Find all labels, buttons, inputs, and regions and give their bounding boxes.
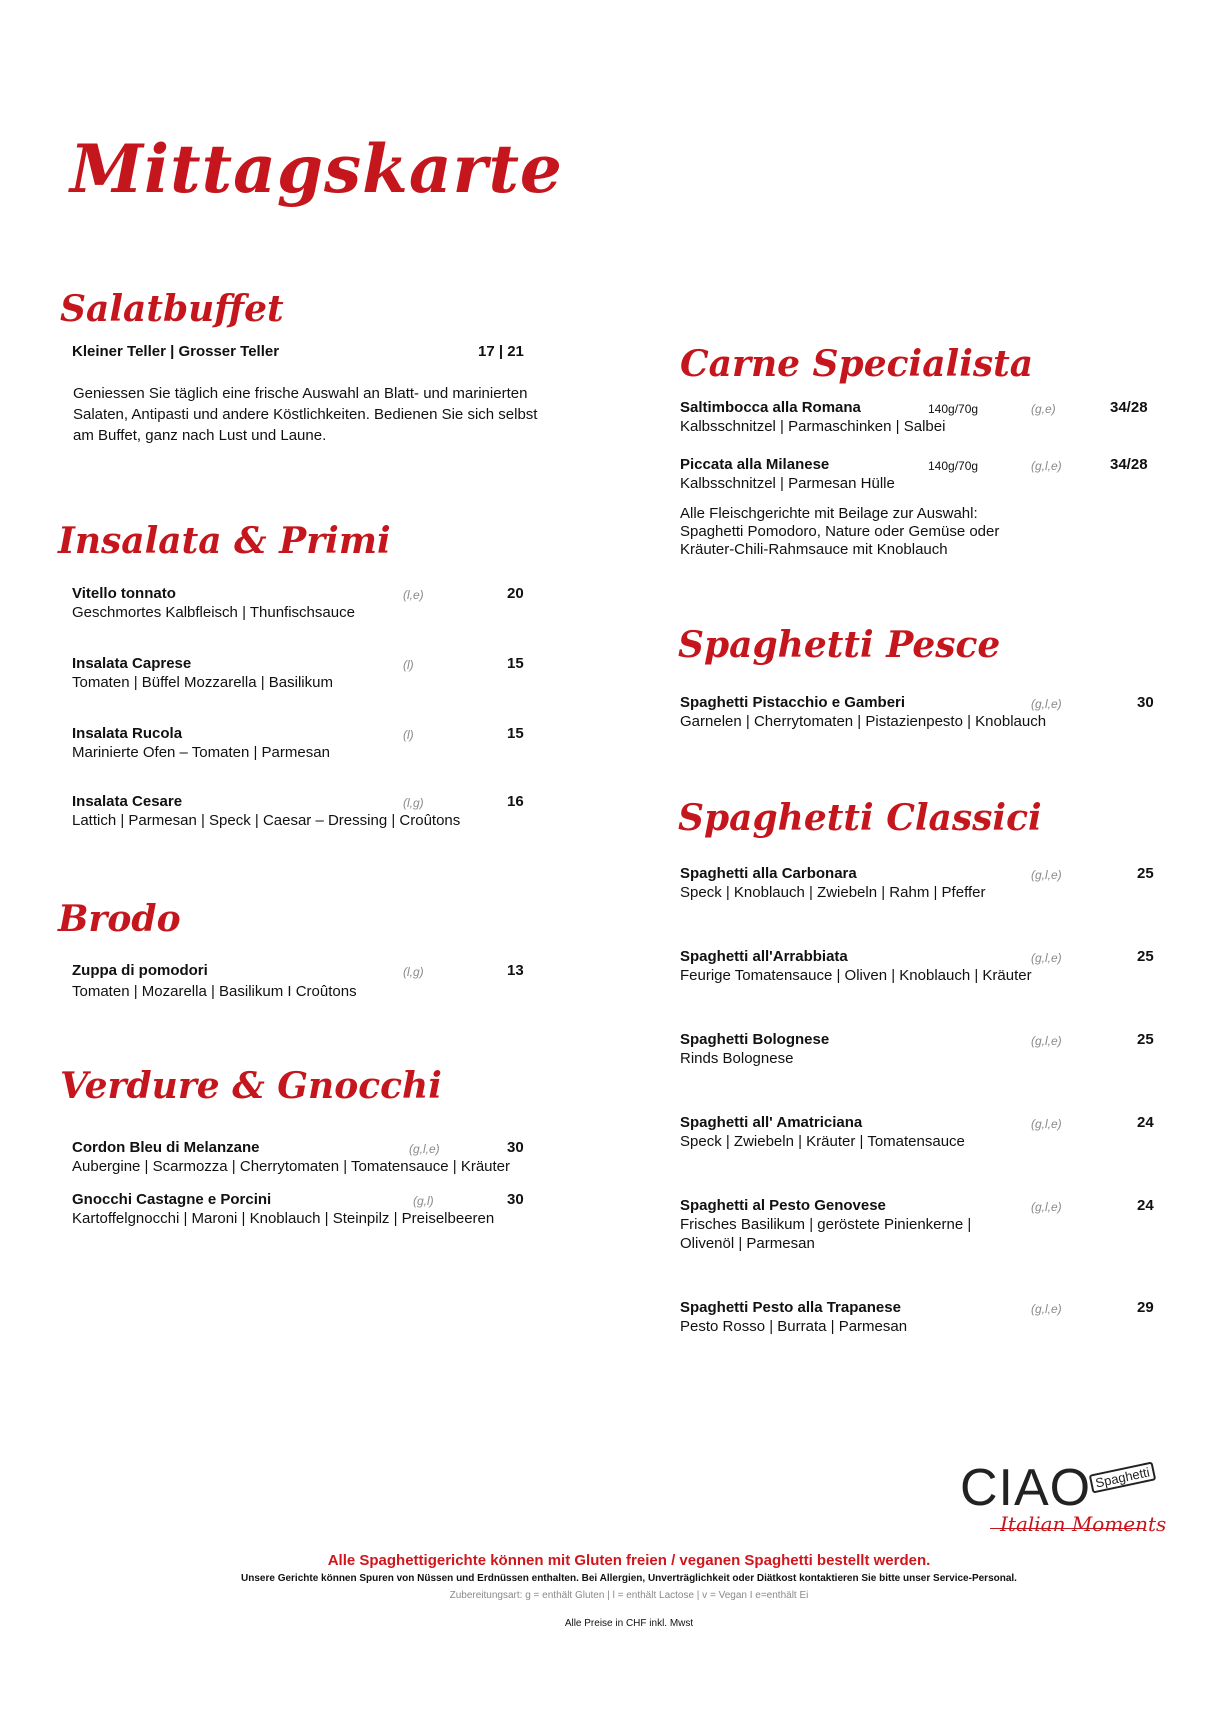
footer-legend: Zubereitungsart: g = enthält Gluten | l = enthält Lactose | v = Vegan I e=enthält Ei xyxy=(449,1590,809,1601)
item-description: Speck | Zwiebeln | Kräuter | Tomatensauce xyxy=(680,1133,965,1150)
item-allergen-code: (l,g) xyxy=(403,965,424,979)
item-name: Spaghetti all'Arrabbiata xyxy=(680,948,848,965)
item-description: Kalbsschnitzel | Parmesan Hülle xyxy=(680,475,895,492)
page-title: Mittagskarte xyxy=(70,130,563,208)
item-name: Insalata Rucola xyxy=(72,725,183,742)
item-allergen-code: (g,l,e) xyxy=(1031,1117,1062,1131)
item-description: Kartoffelgnocchi | Maroni | Knoblauch | Steinpilz | Preiselbeeren xyxy=(72,1210,495,1227)
item-name: Vitello tonnato xyxy=(72,585,176,602)
item-allergen-code: (g,l,e) xyxy=(1031,697,1062,711)
logo-wordmark: CIAO xyxy=(960,1459,1092,1517)
item-name: Saltimbocca alla Romana xyxy=(680,399,861,416)
note-line: Alle Fleischgerichte mit Beilage zur Auswahl: xyxy=(680,505,978,522)
item-allergen-code: (l) xyxy=(403,728,414,742)
item-allergen-code: (g,l,e) xyxy=(409,1142,440,1156)
footer-allergy-note: Unsere Gerichte können Spuren von Nüssen und Erdnüssen enthalten. Bei Allergien, Unverträglichkeit oder Diätkost kontaktieren Sie bitte unser Service-Personal. xyxy=(241,1573,1017,1584)
logo-stamp: Spaghetti xyxy=(1089,1461,1156,1493)
carne-side-note xyxy=(680,505,999,559)
item-description: Aubergine | Scarmozza | Cherrytomaten | Tomatensauce | Kräuter xyxy=(72,1158,511,1175)
item-name: Piccata alla Milanese xyxy=(680,456,830,473)
item-price: 24 xyxy=(1137,1114,1154,1131)
item-price: 29 xyxy=(1137,1299,1154,1316)
item-name: Spaghetti Pistacchio e Gamberi xyxy=(680,694,906,711)
logo-tagline: Italian Moments xyxy=(1000,1512,1167,1536)
item-price: 15 xyxy=(507,655,524,672)
item-price: 30 xyxy=(507,1139,524,1156)
salatbuffet-prices: 17 | 21 xyxy=(478,343,524,360)
item-name: Insalata Cesare xyxy=(72,793,183,810)
salatbuffet-text-line: Geniessen Sie täglich eine frische Auswahl an Blatt- und marinierten xyxy=(73,385,528,402)
footer-gluten-note: Alle Spaghettigerichte können mit Gluten freien / veganen Spaghetti bestellt werden. xyxy=(327,1552,931,1569)
item-name: Insalata Caprese xyxy=(72,655,192,672)
item-description-continued: Olivenöl | Parmesan xyxy=(680,1235,815,1252)
item-price: 15 xyxy=(507,725,524,742)
item-description: Tomaten | Mozarella | Basilikum I Croûtons xyxy=(72,983,357,1000)
item-allergen-code: (l,g) xyxy=(403,796,424,810)
item-description: Rinds Bolognese xyxy=(680,1050,794,1067)
note-line: Kräuter-Chili-Rahmsauce mit Knoblauch xyxy=(680,541,948,558)
item-allergen-code: (g,e) xyxy=(1031,402,1056,416)
item-price: 20 xyxy=(507,585,524,602)
item-description: Frisches Basilikum | geröstete Pinienkerne | xyxy=(680,1216,972,1233)
item-price: 13 xyxy=(507,962,524,979)
item-description: Kalbsschnitzel | Parmaschinken | Salbei xyxy=(680,418,946,435)
item-price: 34/28 xyxy=(1110,399,1148,416)
item-description: Feurige Tomatensauce | Oliven | Knoblauch | Kräuter xyxy=(680,967,1032,984)
salatbuffet-text-line: am Buffet, ganz nach Lust und Laune. xyxy=(73,427,327,444)
section-heading-carne-specialista: Carne Specialista xyxy=(680,343,1034,385)
footer-price-note: Alle Preise in CHF inkl. Mwst xyxy=(564,1618,694,1629)
item-allergen-code: (g,l,e) xyxy=(1031,1302,1062,1316)
item-description: Speck | Knoblauch | Zwiebeln | Rahm | Pfeffer xyxy=(680,884,986,901)
item-name: Gnocchi Castagne e Porcini xyxy=(72,1191,272,1208)
section-heading-salatbuffet: Salatbuffet xyxy=(60,288,284,330)
item-name: Spaghetti Bolognese xyxy=(680,1031,830,1048)
item-allergen-code: (l,e) xyxy=(403,588,424,602)
item-allergen-code: (g,l,e) xyxy=(1031,459,1062,473)
item-price: 30 xyxy=(1137,694,1154,711)
item-allergen-code: (g,l,e) xyxy=(1031,951,1062,965)
item-price: 16 xyxy=(507,793,524,810)
item-description: Garnelen | Cherrytomaten | Pistazienpesto | Knoblauch xyxy=(680,713,1047,730)
section-heading-spaghetti-pesce: Spaghetti Pesce xyxy=(678,624,1001,666)
item-description: Geschmortes Kalbfleisch | Thunfischsauce xyxy=(72,604,355,621)
item-allergen-code: (l) xyxy=(403,658,414,672)
salatbuffet-description xyxy=(73,383,537,446)
salatbuffet-sizes: Kleiner Teller | Grosser Teller xyxy=(72,343,280,360)
item-weight: 140g/70g xyxy=(928,459,979,473)
item-price: 30 xyxy=(507,1191,524,1208)
item-weight: 140g/70g xyxy=(928,402,979,416)
item-allergen-code: (g,l,e) xyxy=(1031,1200,1062,1214)
section-heading-brodo: Brodo xyxy=(58,898,181,940)
item-name: Zuppa di pomodori xyxy=(72,962,208,979)
item-description: Pesto Rosso | Burrata | Parmesan xyxy=(680,1318,908,1335)
item-price: 25 xyxy=(1137,948,1154,965)
section-heading-spaghetti-classici: Spaghetti Classici xyxy=(678,797,1042,839)
item-name: Spaghetti all' Amatriciana xyxy=(680,1114,863,1131)
item-price: 24 xyxy=(1137,1197,1154,1214)
item-name: Cordon Bleu di Melanzane xyxy=(72,1139,260,1156)
note-line: Spaghetti Pomodoro, Nature oder Gemüse oder xyxy=(680,523,1000,540)
item-price: 25 xyxy=(1137,865,1154,882)
item-allergen-code: (g,l,e) xyxy=(1031,1034,1062,1048)
item-name: Spaghetti Pesto alla Trapanese xyxy=(680,1299,901,1316)
item-description: Tomaten | Büffel Mozzarella | Basilikum xyxy=(72,674,333,691)
item-price: 25 xyxy=(1137,1031,1154,1048)
item-allergen-code: (g,l,e) xyxy=(1031,868,1062,882)
item-name: Spaghetti alla Carbonara xyxy=(680,865,857,882)
item-description: Marinierte Ofen – Tomaten | Parmesan xyxy=(72,744,330,761)
item-description: Lattich | Parmesan | Speck | Caesar – Dressing | Croûtons xyxy=(72,812,461,829)
item-name: Spaghetti al Pesto Genovese xyxy=(680,1197,886,1214)
item-price: 34/28 xyxy=(1110,456,1148,473)
item-allergen-code: (g,l) xyxy=(413,1194,434,1208)
section-heading-insalata-primi: Insalata & Primi xyxy=(58,520,391,562)
section-heading-verdure-gnocchi: Verdure & Gnocchi xyxy=(60,1065,442,1107)
salatbuffet-text-line: Salaten, Antipasti und andere Köstlichkeiten. Bedienen Sie sich selbst xyxy=(73,406,538,423)
